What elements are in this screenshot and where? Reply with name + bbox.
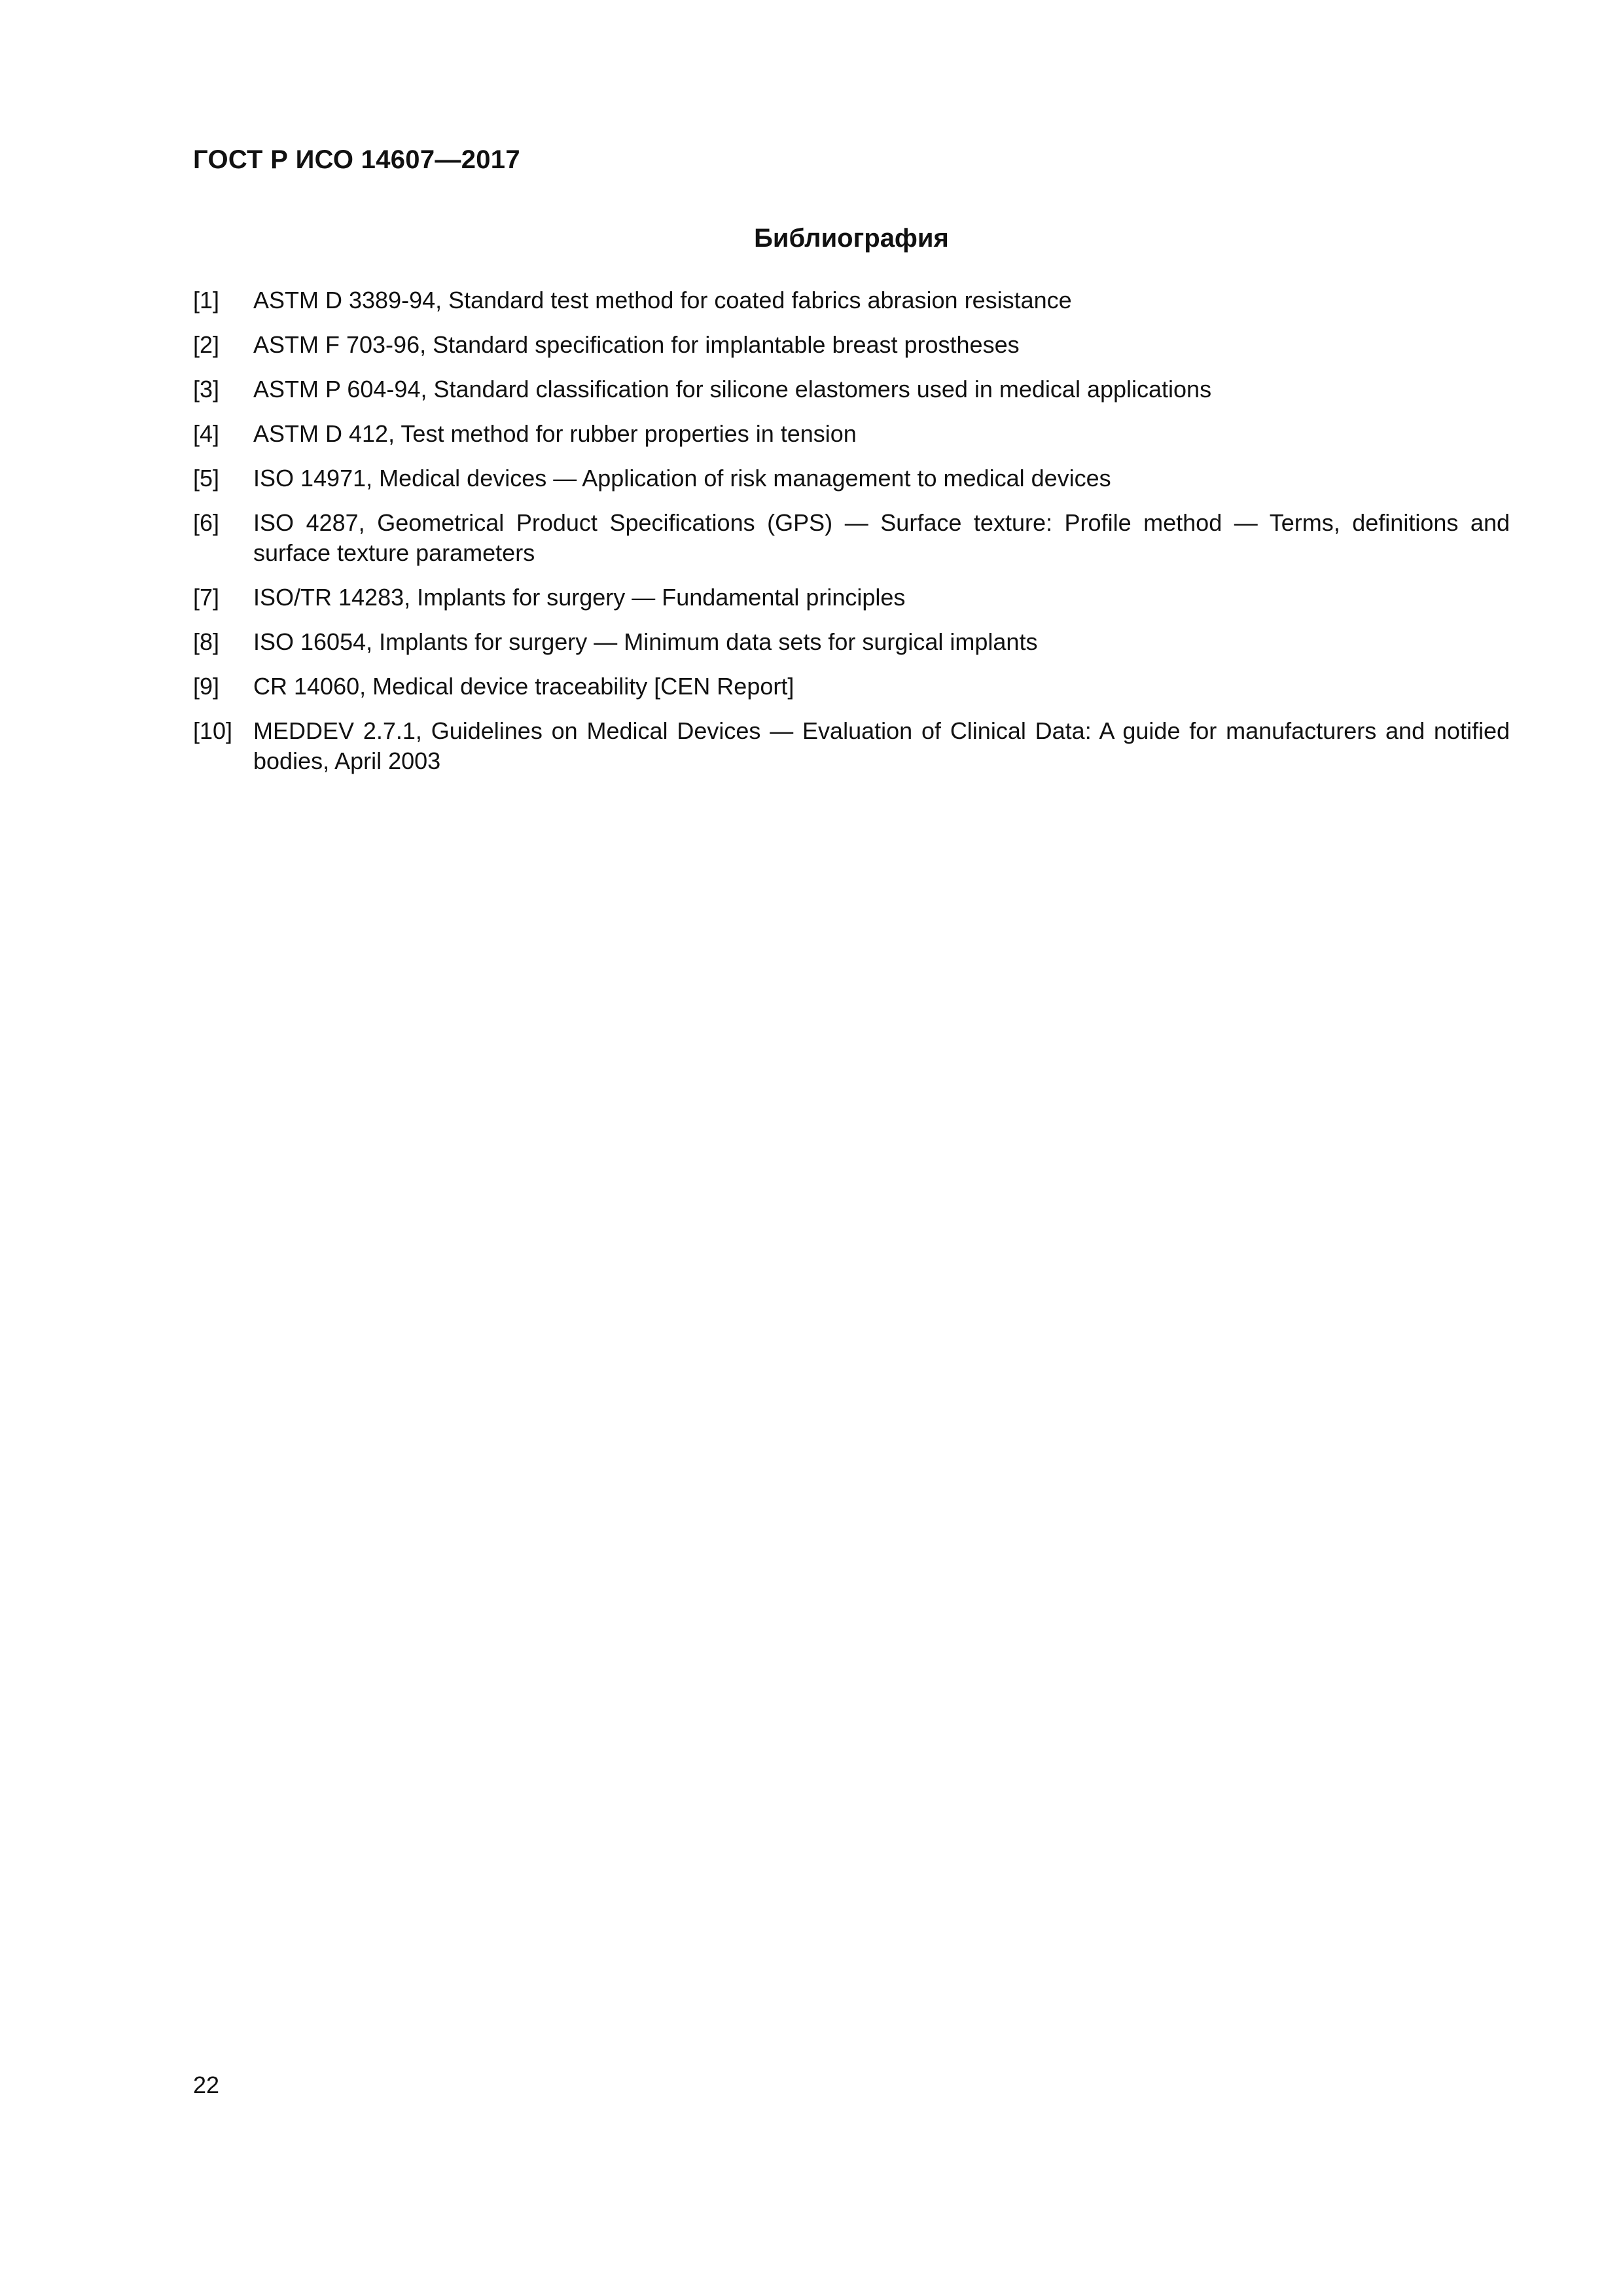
bibliography-entry-4 (193, 419, 1510, 449)
bibliography-list (193, 285, 1510, 791)
entry-number: [4] (193, 420, 220, 447)
entry-number: [6] (193, 509, 220, 536)
entry-text: CR 14060, Medical device traceability [CEN Report] (253, 673, 794, 700)
entry-number: [3] (193, 376, 220, 403)
entry-text: ISO 4287, Geometrical Product Specifications (GPS) — Surface texture: Profile method — Terms, definitions and surface texture parameters (253, 509, 1510, 566)
bibliography-entry-6 (193, 508, 1510, 568)
entry-number: [9] (193, 673, 220, 700)
bibliography-entry-3 (193, 374, 1510, 404)
bibliography-entry-10 (193, 716, 1510, 776)
entry-number: [7] (193, 584, 220, 611)
document-header: ГОСТ Р ИСО 14607—2017 (193, 145, 520, 174)
entry-text: ASTM D 3389-94, Standard test method for coated fabrics abrasion resistance (253, 287, 1072, 314)
entry-text: ASTM P 604-94, Standard classification for silicone elastomers used in medical applications (253, 376, 1212, 403)
bibliography-entry-5 (193, 463, 1510, 493)
entry-number: [10] (193, 717, 233, 744)
page-number: 22 (193, 2072, 220, 2098)
bibliography-entry-8 (193, 627, 1510, 657)
bibliography-entry-9 (193, 672, 1510, 702)
entry-text: ASTM F 703-96, Standard specification for implantable breast prostheses (253, 331, 1020, 358)
entry-text: ISO 16054, Implants for surgery — Minimum data sets for surgical implants (253, 628, 1038, 655)
entry-text: ISO 14971, Medical devices — Application of risk management to medical devices (253, 465, 1111, 492)
entry-number: [5] (193, 465, 220, 492)
entry-number: [8] (193, 628, 220, 655)
bibliography-entry-7 (193, 583, 1510, 613)
entry-number: [1] (193, 287, 220, 314)
entry-text: ISO/TR 14283, Implants for surgery — Fundamental principles (253, 584, 906, 611)
entry-text: MEDDEV 2.7.1, Guidelines on Medical Devices — Evaluation of Clinical Data: A guide for manufacturers and notified bodies, April 2003 (253, 717, 1510, 774)
section-title: Библиография (754, 224, 949, 253)
entry-number: [2] (193, 331, 220, 358)
bibliography-entry-2 (193, 330, 1510, 360)
bibliography-entry-1 (193, 285, 1510, 315)
entry-text: ASTM D 412, Test method for rubber properties in tension (253, 420, 857, 447)
